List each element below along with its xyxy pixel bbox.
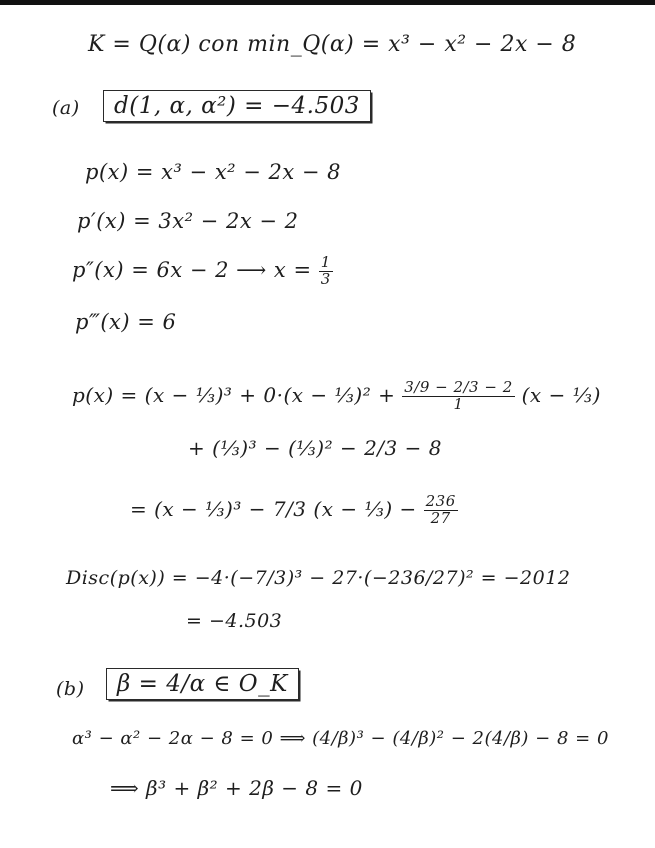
root-fraction: [319, 255, 333, 288]
field-definition-line: K = Q(α) con min_Q(α) = x³ − x² − 2x − 8: [88, 32, 577, 57]
root-denominator: 3: [320, 269, 331, 288]
constant-fraction: [424, 494, 458, 527]
discriminant-simplified-line: = −4.503: [186, 610, 283, 632]
part-a-label: (a): [52, 97, 80, 119]
taylor-coefficient-numerator: 3/9 − 2/3 − 2: [404, 378, 513, 396]
depressed-cubic-line: [130, 494, 458, 527]
polynomial-line: p(x) = x³ − x² − 2x − 8: [85, 160, 342, 184]
first-derivative-line: p′(x) = 3x² − 2x − 2: [77, 209, 299, 233]
taylor-expansion-line: [72, 380, 601, 413]
taylor-linear-term: (x − ⅓): [521, 382, 601, 407]
part-b-label: (b): [56, 678, 85, 700]
second-derivative-text: p″(x) = 6x − 2 ⟶ x =: [72, 257, 312, 282]
root-numerator: 1: [320, 253, 331, 271]
discriminant-formula-line: Disc(p(x)) = −4·(−7/3)³ − 27·(−236/27)² = −2012: [66, 567, 571, 589]
constant-numerator: 236: [425, 492, 456, 510]
taylor-coefficient-fraction: [402, 380, 515, 413]
depressed-cubic-text: = (x − ⅓)³ − 7/3 (x − ⅓) −: [130, 496, 417, 521]
discriminant-answer-box: d(1, α, α²) = −4.503: [103, 90, 371, 122]
substitution-line: α³ − α² − 2α − 8 = 0 ⟹ (4/β)³ − (4/β)² − 2(4/β) − 8 = 0: [72, 728, 609, 749]
taylor-coefficient-denominator: 1: [453, 394, 464, 413]
taylor-expansion-text: p(x) = (x − ⅓)³ + 0·(x − ⅓)² +: [72, 382, 396, 407]
constant-denominator: 27: [430, 508, 451, 527]
beta-definition-box: β = 4/α ∈ O_K: [106, 668, 299, 700]
second-derivative-line: [72, 255, 333, 288]
third-derivative-line: p‴(x) = 6: [75, 310, 177, 334]
constant-terms-line: + (⅓)³ − (⅓)² − 2/3 − 8: [188, 436, 442, 460]
beta-polynomial-line: ⟹ β³ + β² + 2β − 8 = 0: [110, 776, 363, 800]
page-top-edge: [0, 0, 655, 5]
